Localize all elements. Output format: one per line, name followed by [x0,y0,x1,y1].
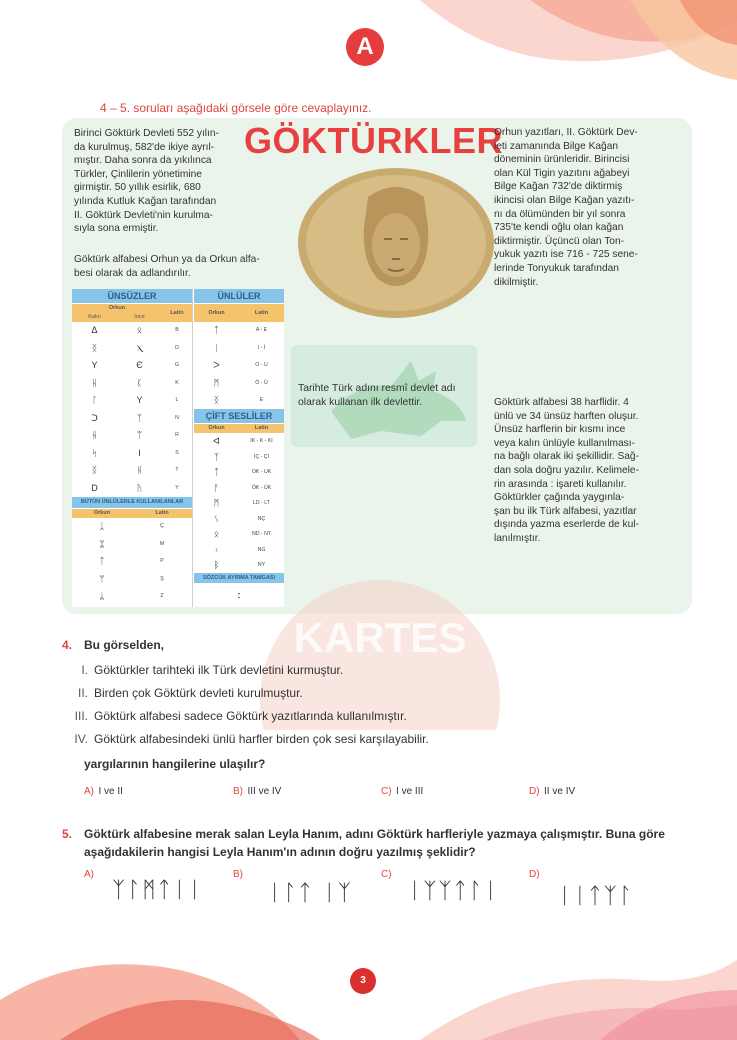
q5-choice-a-script[interactable]: ᛉᛚᛗᛏᛁᛁ [112,878,204,903]
kalin-glyph: ᑐ [91,412,98,423]
all-vowels-header: BÜTÜN ÜNLÜLERLE KULLANILANLAR [72,497,192,508]
instruction: 4 – 5. soruları aşağıdaki görsele göre cevaplayınız. [100,101,372,115]
vowel-glyph: ᛝ [213,395,220,405]
kalin-glyph: ᚺ [91,377,98,388]
double-orkun-header: Orkun [194,424,239,433]
vowel-latin: A - E [255,327,268,333]
q4-stem: Bu görselden, [84,638,165,652]
alphabet-table [72,289,284,607]
q4-item-4: IV. Göktürk alfabesindeki ünlü harfler birden çok sesi karşılayabilir. [74,732,429,746]
vowel-latin-header: Latin [239,304,284,322]
latin-letter: Y [175,484,179,491]
vowel-glyph: ᛏ [213,325,220,335]
latin-letter: B [175,327,179,333]
latin-letter: L [175,397,179,403]
double-glyph: ᚨ [213,482,220,493]
double-glyph: ᐊ [213,436,220,446]
ince-glyph: Є [136,360,143,370]
vowel-glyph: ᛁ [213,342,220,353]
double-glyph: ᛟ [213,529,220,539]
q4-choice-b[interactable]: B) III ve IV [233,786,282,797]
left-paragraph-2: Göktürk alfabesi Orhun ya da Orkun alfa- besi olarak da adlandırılır. [74,254,260,279]
page-title: GÖKTÜRKLER [244,120,503,161]
separator-header: SÖZCÜK AYIRMA TAMGASI [194,573,284,583]
double-glyph: ᛒ [213,560,220,570]
double-latin: NG [257,546,266,553]
q5-number: 5. [62,827,73,841]
kalin-header: Kalın [72,313,117,322]
all-latin: Ş [160,575,164,582]
ince-glyph: ᛕ [136,377,143,388]
latin-header: Latin [162,304,192,322]
left-paragraph-1: Birinci Göktürk Devleti 552 yılın- da kurulmuş, 582'de ikiye ayrıl- mıştır. Daha sonra da yıkılınca Türkler, Çinlilerin yönetimine girmiştir. 50 yıllık esirlik, 680 yılında Kutluk Kağan tarafından II. Göktürk Devleti'nin kurulma- sıyla sona ermiştir. [74,128,219,235]
q5-choice-b-label[interactable]: B) [233,869,243,880]
vowel-latin: E [259,397,264,403]
all-latin-header: Latin [132,509,192,518]
q5-choice-a-label[interactable]: A) [84,869,94,880]
ince-glyph: ᛟ [136,325,143,335]
separator-mark: : [237,590,241,600]
all-glyph: ᛯ [99,538,105,549]
latin-letter: T [175,467,179,473]
orkun-header: Orkun [72,304,162,313]
ince-glyph: Ⲭ [136,342,143,353]
q4-choice-a[interactable]: A) I ve II [84,786,123,797]
vowel-orkun-header: Orkun [194,304,239,322]
ince-glyph: I [138,447,141,458]
ince-header: İnce [117,313,162,322]
kalin-glyph: ᛋ [91,447,98,458]
double-glyph: ᛊ [213,513,220,524]
double-glyph: ᛉ [213,451,220,462]
q4-item-1: I. Göktürkler tarihteki ilk Türk devletini kurmuştur. [81,663,344,677]
q5-choice-b-script[interactable]: ᛁᛚᛏ ᛁᛉ [268,881,353,906]
double-latin: OK - UK [251,469,272,475]
double-latin: NÇ [257,515,266,522]
ince-glyph: ᚺ [136,465,143,475]
kalin-glyph: ᛚ [91,395,98,405]
q5-choice-d-label[interactable]: D) [529,869,540,880]
kalin-glyph: ᚺ [91,430,98,440]
vowel-latin: Ö - Ü [255,379,268,386]
vowels-header: ÜNLÜLER [194,289,284,303]
page-number: 3 [350,968,376,994]
kalin-glyph: ᛝ [91,465,98,475]
consonants-header: ÜNSÜZLER [72,289,192,303]
latin-letter: D [175,344,179,351]
q5-choice-c-label[interactable]: C) [381,869,392,880]
ince-glyph: Y [136,395,143,405]
right-paragraph-1: Orhun yazıtları, II. Göktürk Dev- leti zamanında Bilge Kağan döneminin ürünleridir. Birincisi olan Kül Tigin yazıtını ağabeyi Bilge Kağan 732'de diktirmiş ikincisi olan Bilge Kağan yazıtı- nı da ölümünden bir yıl sonra 735'te kendi oğlu olan kağan diktirmiştir. Üçüncü olan Ton- yukuk yazıtı ise 716 - 725 sene- lerinde Tonyukuk tarafından dikilmiştir. [494,127,638,288]
ince-glyph: ᛉ [136,412,143,423]
wolf-line-2: olarak kullanan ilk devlettir. [298,396,423,408]
q5-choice-c-script[interactable]: ᛁᛉᛉᛏᛚᛁ [408,879,500,904]
kalin-glyph: ᛝ [91,342,98,353]
double-latin: NY [257,562,266,568]
latin-letter: N [175,414,179,421]
top-decoration [380,0,737,110]
double-latin: İÇ - Çİ [254,453,269,460]
q4-item-3: III. Göktürk alfabesi sadece Göktürk yazıtlarında kullanılmıştır. [74,709,407,723]
double-glyph: ᛏ [213,467,220,477]
q4-number: 4. [62,638,73,652]
vowel-latin: I - İ [257,344,266,351]
double-glyph: ᛗ [213,498,220,508]
double-latin: ND - NT [251,531,272,537]
kalin-glyph: D [91,482,98,493]
double-latin-header: Latin [239,424,284,433]
latin-letter: G [174,362,180,368]
latin-letter: K [175,379,179,386]
latin-letter: R [175,432,179,438]
coin-image [296,167,496,319]
watermark-text: KARTES [293,614,467,661]
vowel-latin: O - U [255,362,268,368]
all-latin: Z [160,593,164,599]
all-latin: P [160,558,164,564]
kalin-glyph: Y [91,360,98,370]
double-latin: ÖK - ÜK [251,484,272,491]
all-glyph: ᛘ [99,573,105,584]
q5-choice-d-script[interactable]: ᛁᛁᛏᛉᛚ [558,884,635,909]
q4-item-2: II. Birden çok Göktürk devleti kurulmuştur. [77,686,303,700]
all-orkun-header: Orkun [72,509,132,518]
double-latin: LD - LT [253,500,270,506]
section-badge: A [346,28,384,66]
vowel-glyph: ᐳ [213,360,220,370]
q4-choice-d[interactable]: D) II ve IV [529,786,576,797]
q4-choice-c[interactable]: C) I ve III [381,786,424,797]
all-latin: M [159,540,165,547]
all-glyph: ᛏ [99,556,105,566]
ince-glyph: ᚤ [136,482,143,493]
all-glyph: ᛦ [99,591,105,601]
double-glyph: ᚲ [213,544,220,555]
double-header: ÇİFT SESLİLER [194,409,284,423]
double-latin: IK - K - KI [250,438,273,444]
kalin-glyph: ᐃ [91,325,98,335]
right-paragraph-2: Göktürk alfabesi 38 harflidir. 4 ünlü ve 34 ünsüz harften oluşur. Ünsüz harflerin bir kısmı ince veya kalın ünlüyle kullanılması- na bağlı olarak iki şekillidir. Sağ- dan sola doğru yazılır. Kelimele- rin arasında : işareti kullanılır. Göktürkler çağında yaygınla- şan bu ilk Türk alfabesi, yazıtlar dışında yazma eserlerde de kul- lanılmıştır. [494,397,639,544]
vowel-glyph: ᛗ [213,377,220,388]
all-glyph: ᛣ [99,521,105,531]
q4-ask: yargılarının hangilerine ulaşılır? [84,757,266,771]
wolf-line-1: Tarihte Türk adını resmî devlet adı [298,383,456,394]
all-latin: Ç [160,523,164,529]
latin-letter: S [175,449,179,456]
wolf-info-box [291,345,477,447]
q5-stem-2: aşağıdakilerin hangisi Leyla Hanım'ın adının doğru yazılmış şeklidir? [84,845,476,859]
q5-stem-1: Göktürk alfabesine merak salan Leyla Hanım, adını Göktürk harfleriyle yazmaya çalışmıştır. Buna göre [84,827,665,841]
ince-glyph: ᛠ [136,430,143,440]
